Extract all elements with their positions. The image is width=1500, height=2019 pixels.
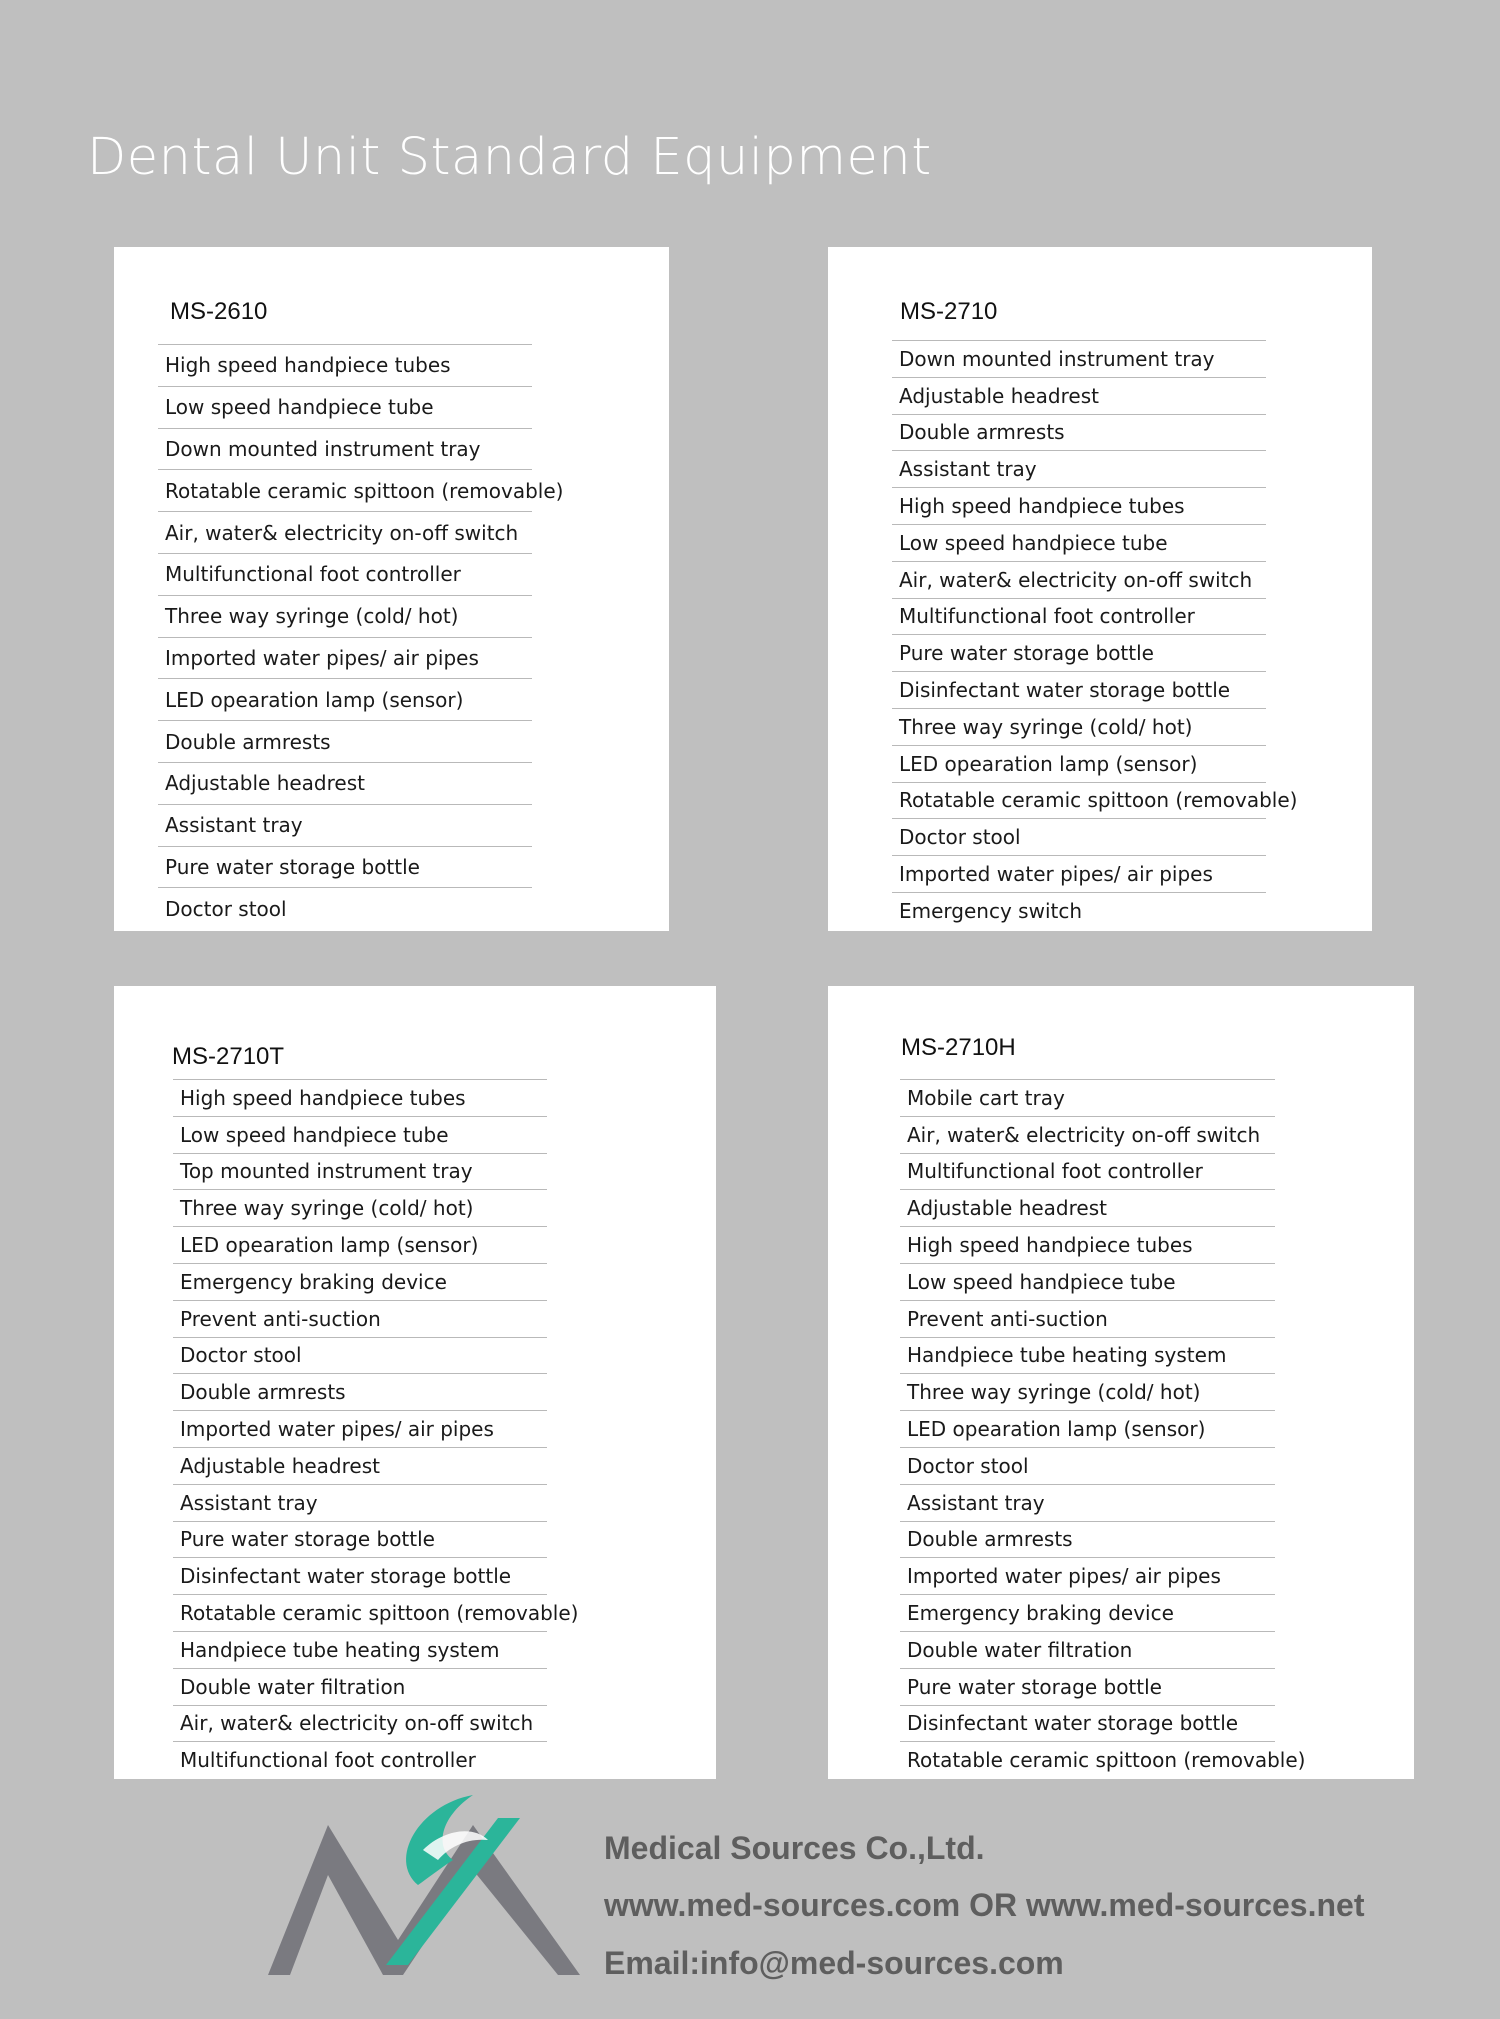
equipment-item: Adjustable headrest xyxy=(158,762,532,804)
equipment-item: LED opearation lamp (sensor) xyxy=(158,678,532,720)
equipment-item: Down mounted instrument tray xyxy=(158,428,532,470)
equipment-item: Disinfectant water storage bottle xyxy=(892,671,1266,708)
equipment-item: Doctor stool xyxy=(900,1447,1275,1484)
equipment-item: Assistant tray xyxy=(173,1484,547,1521)
equipment-item: Low speed handpiece tube xyxy=(158,386,532,428)
equipment-item: LED opearation lamp (sensor) xyxy=(173,1226,547,1263)
card-model-title: MS-2610 xyxy=(170,298,268,325)
equipment-item: Disinfectant water storage bottle xyxy=(900,1705,1275,1742)
equipment-list xyxy=(173,1079,579,1778)
equipment-item: Three way syringe (cold/ hot) xyxy=(173,1189,547,1226)
equipment-item: Low speed handpiece tube xyxy=(900,1263,1275,1300)
equipment-item: High speed handpiece tubes xyxy=(892,487,1266,524)
equipment-item: Adjustable headrest xyxy=(892,377,1266,414)
equipment-item: Low speed handpiece tube xyxy=(173,1116,547,1153)
card-model-title: MS-2710 xyxy=(900,298,998,325)
equipment-card-ms-2710 xyxy=(828,247,1372,931)
equipment-item: Double armrests xyxy=(158,720,532,762)
equipment-card-ms-2610 xyxy=(114,247,669,931)
company-email: Email:info@med-sources.com xyxy=(604,1945,1064,1981)
equipment-item: Air, water& electricity on-off switch xyxy=(158,511,532,553)
equipment-item: Adjustable headrest xyxy=(173,1447,547,1484)
equipment-item: Prevent anti-suction xyxy=(173,1300,547,1337)
equipment-item: Assistant tray xyxy=(900,1484,1275,1521)
equipment-item: Mobile cart tray xyxy=(900,1079,1275,1116)
equipment-item: Pure water storage bottle xyxy=(173,1521,547,1558)
company-name: Medical Sources Co.,Ltd. xyxy=(604,1830,985,1866)
equipment-item: LED opearation lamp (sensor) xyxy=(900,1410,1275,1447)
equipment-item: High speed handpiece tubes xyxy=(158,344,532,386)
company-websites: www.med-sources.com OR www.med-sources.net xyxy=(604,1887,1365,1923)
equipment-item: Rotatable ceramic spittoon (removable) xyxy=(900,1741,1275,1778)
equipment-item: Rotatable ceramic spittoon (removable) xyxy=(892,782,1266,819)
equipment-item: Emergency braking device xyxy=(173,1263,547,1300)
equipment-item: Double armrests xyxy=(900,1521,1275,1558)
equipment-item: Three way syringe (cold/ hot) xyxy=(892,708,1266,745)
equipment-list xyxy=(892,340,1298,929)
equipment-item: Pure water storage bottle xyxy=(900,1668,1275,1705)
equipment-item: Double armrests xyxy=(892,414,1266,451)
equipment-item: Disinfectant water storage bottle xyxy=(173,1557,547,1594)
medical-sources-logo-icon xyxy=(268,1790,580,1980)
equipment-item: Low speed handpiece tube xyxy=(892,524,1266,561)
equipment-item: Pure water storage bottle xyxy=(892,634,1266,671)
equipment-item: Rotatable ceramic spittoon (removable) xyxy=(158,469,532,511)
equipment-item: Prevent anti-suction xyxy=(900,1300,1275,1337)
equipment-item: High speed handpiece tubes xyxy=(173,1079,547,1116)
equipment-card-ms-2710h xyxy=(828,986,1414,1779)
equipment-list xyxy=(900,1079,1306,1778)
equipment-card-ms-2710t xyxy=(114,986,716,1779)
equipment-item: Multifunctional foot controller xyxy=(892,598,1266,635)
equipment-item: Rotatable ceramic spittoon (removable) xyxy=(173,1594,547,1631)
equipment-item: Three way syringe (cold/ hot) xyxy=(900,1373,1275,1410)
equipment-item: Pure water storage bottle xyxy=(158,846,532,888)
equipment-item: LED opearation lamp (sensor) xyxy=(892,745,1266,782)
equipment-item: Three way syringe (cold/ hot) xyxy=(158,595,532,637)
equipment-item: Assistant tray xyxy=(892,450,1266,487)
equipment-item: Multifunctional foot controller xyxy=(173,1741,547,1778)
equipment-item: Down mounted instrument tray xyxy=(892,340,1266,377)
equipment-item: Double water filtration xyxy=(900,1631,1275,1668)
equipment-item: Imported water pipes/ air pipes xyxy=(158,637,532,679)
equipment-item: Adjustable headrest xyxy=(900,1189,1275,1226)
equipment-item: Handpiece tube heating system xyxy=(173,1631,547,1668)
equipment-item: Assistant tray xyxy=(158,804,532,846)
equipment-item: Doctor stool xyxy=(158,887,532,929)
equipment-item: Air, water& electricity on-off switch xyxy=(892,561,1266,598)
equipment-item: Air, water& electricity on-off switch xyxy=(900,1116,1275,1153)
equipment-list xyxy=(158,344,564,929)
equipment-item: Doctor stool xyxy=(173,1337,547,1374)
card-model-title: MS-2710H xyxy=(901,1034,1016,1061)
equipment-item: Top mounted instrument tray xyxy=(173,1153,547,1190)
page-title: Dental Unit Standard Equipment xyxy=(87,128,932,187)
equipment-item: Multifunctional foot controller xyxy=(900,1153,1275,1190)
equipment-item: Emergency braking device xyxy=(900,1594,1275,1631)
equipment-item: Handpiece tube heating system xyxy=(900,1337,1275,1374)
equipment-item: Imported water pipes/ air pipes xyxy=(892,855,1266,892)
equipment-item: Air, water& electricity on-off switch xyxy=(173,1705,547,1742)
equipment-item: Imported water pipes/ air pipes xyxy=(173,1410,547,1447)
equipment-item: Double armrests xyxy=(173,1373,547,1410)
equipment-item: Emergency switch xyxy=(892,892,1266,929)
equipment-item: Imported water pipes/ air pipes xyxy=(900,1557,1275,1594)
equipment-item: High speed handpiece tubes xyxy=(900,1226,1275,1263)
equipment-item: Doctor stool xyxy=(892,818,1266,855)
equipment-item: Multifunctional foot controller xyxy=(158,553,532,595)
card-model-title: MS-2710T xyxy=(172,1043,285,1070)
equipment-item: Double water filtration xyxy=(173,1668,547,1705)
